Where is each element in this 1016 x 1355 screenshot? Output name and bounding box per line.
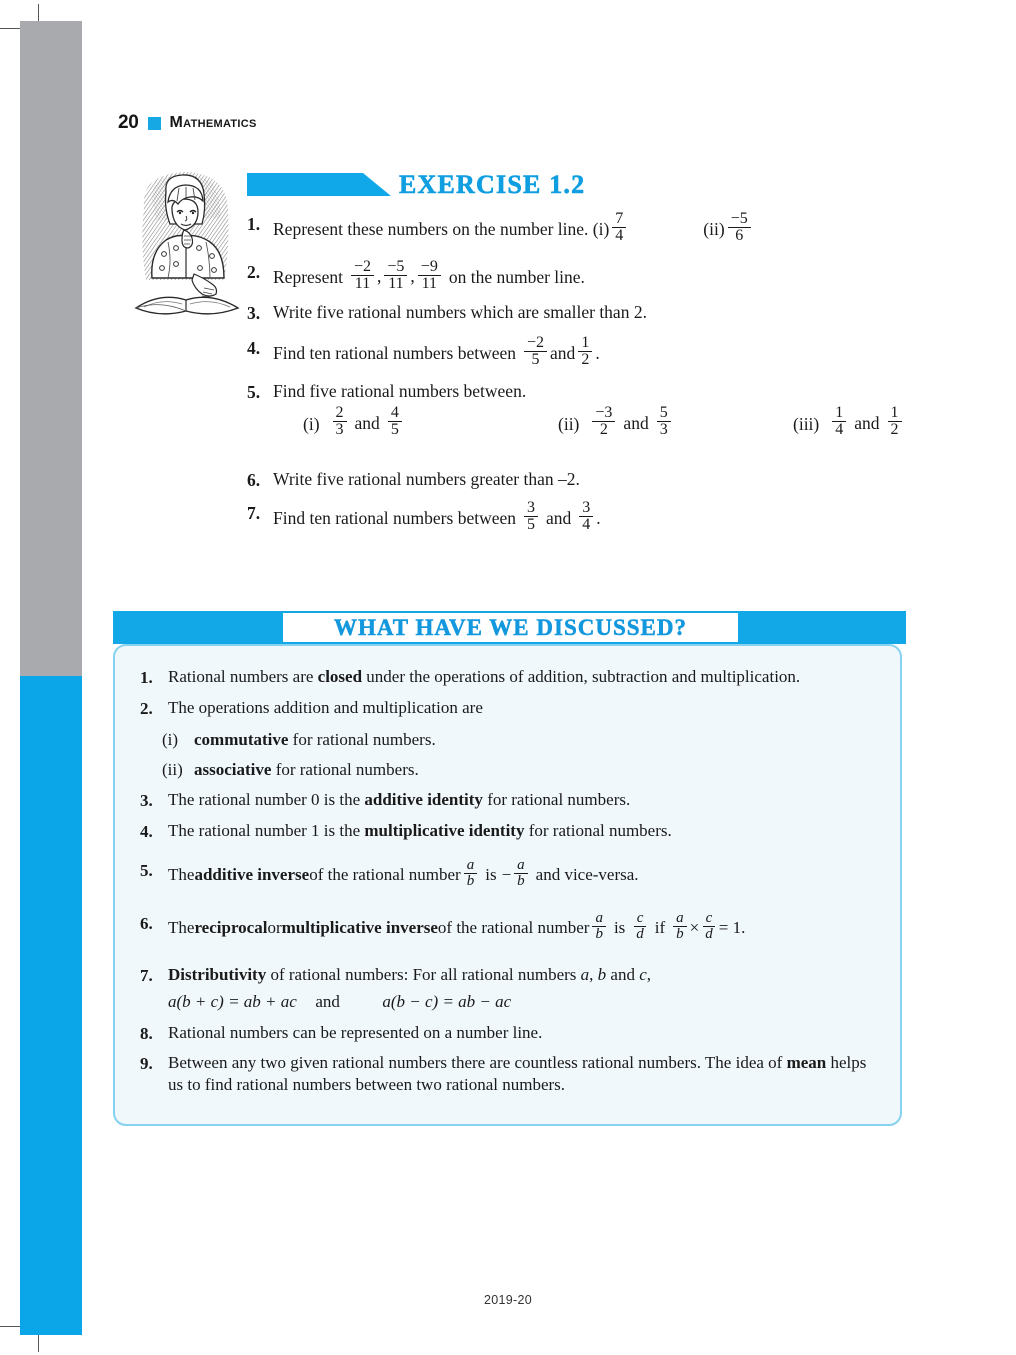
item-number: 3. xyxy=(140,791,153,810)
fraction-neg-a-b xyxy=(514,858,528,890)
fraction-3-4 xyxy=(579,500,593,534)
discussed-item-2 xyxy=(140,697,885,719)
multiply-sign: × xyxy=(689,918,700,938)
fraction-numerator: a xyxy=(464,858,478,874)
fraction-minus2-11 xyxy=(351,259,374,293)
fraction-minus9-11 xyxy=(418,259,441,293)
item-text-c: and vice-versa. xyxy=(535,864,639,884)
question-5-option-ii xyxy=(558,406,674,440)
item-text-a: The xyxy=(168,864,195,884)
fraction-minus2-5 xyxy=(524,335,547,369)
item-text-b: under the operations of addition, subtraction and multiplication. xyxy=(362,667,801,686)
option-ii-label: (ii) xyxy=(703,218,725,239)
fraction-numerator: 7 xyxy=(612,211,626,228)
fraction-denominator: 5 xyxy=(531,351,540,369)
keyword-additive-inverse: additive inverse xyxy=(194,864,310,884)
question-number: 5. xyxy=(247,381,261,402)
exercise-question-7 xyxy=(247,498,947,535)
fraction-denominator: 2 xyxy=(599,421,608,439)
fraction-numerator: −2 xyxy=(351,259,374,276)
question-number: 7. xyxy=(247,502,261,523)
fraction-denominator: 4 xyxy=(835,421,844,439)
question-5-option-iii xyxy=(793,406,905,440)
question-number: 4. xyxy=(247,337,261,358)
question-5-option-i xyxy=(303,406,405,440)
sub-label: (ii) xyxy=(162,759,183,779)
fraction-denominator: b xyxy=(517,872,525,889)
fraction-denominator: 3 xyxy=(659,421,668,439)
item-text-a: The operations addition and multiplication are xyxy=(168,698,483,718)
exercise-question-1 xyxy=(247,212,947,246)
fraction-4-5 xyxy=(388,405,402,439)
question-number: 2. xyxy=(247,261,261,282)
item-text-b: for rational numbers. xyxy=(524,821,672,841)
fraction-numerator: 1 xyxy=(888,405,902,422)
question-number: 1. xyxy=(247,214,261,234)
fraction-minus5-6 xyxy=(728,211,751,245)
item-text-a: The xyxy=(168,918,195,938)
fraction-2-3 xyxy=(333,405,347,439)
sidebar-gray-bar xyxy=(20,21,82,676)
fraction-denominator: 5 xyxy=(527,516,535,534)
exercise-question-2 xyxy=(247,257,947,294)
girl-reading-illustration xyxy=(132,168,244,323)
verb-is: is xyxy=(485,864,497,884)
fraction-numerator: 3 xyxy=(579,500,593,517)
fraction-denominator: 6 xyxy=(735,227,744,245)
header-square-icon xyxy=(148,117,161,130)
question-text-after: . xyxy=(595,342,600,363)
sub-text: for rational numbers. xyxy=(288,729,436,749)
conjunction-and: and xyxy=(354,412,380,433)
fraction-a-b-2 xyxy=(592,911,606,943)
equation-left: a(b + c) = ab + ac xyxy=(168,991,297,1011)
fraction-denominator: d xyxy=(636,926,644,943)
sub-text: for rational numbers. xyxy=(271,759,419,779)
option-label: (i) xyxy=(303,413,320,434)
question-text-before: Represent xyxy=(273,266,343,287)
sub-label: (i) xyxy=(162,729,179,749)
question-text-after: on the number line. xyxy=(448,266,585,287)
discussed-item-5 xyxy=(140,856,885,891)
equation-conjunction: and xyxy=(315,991,340,1011)
fraction-denominator: d xyxy=(705,926,713,943)
question-5-options xyxy=(273,406,947,458)
exercise-banner xyxy=(247,170,597,202)
fraction-denominator: b xyxy=(595,926,603,943)
fraction-5-3 xyxy=(657,405,671,439)
fraction-denominator: 3 xyxy=(335,421,344,439)
fraction-numerator: 5 xyxy=(657,405,671,422)
exercise-banner-shape-tail xyxy=(363,173,391,196)
item-number: 8. xyxy=(140,1024,153,1044)
crop-mark-bottom-horizontal xyxy=(0,1326,22,1327)
item-text-a: The rational number 0 is the xyxy=(168,790,365,809)
fraction-a-b xyxy=(464,858,478,890)
fraction-numerator: 1 xyxy=(832,405,846,422)
fraction-denominator: 11 xyxy=(421,274,438,292)
item-number: 9. xyxy=(140,1054,153,1074)
keyword-additive-identity: additive identity xyxy=(364,790,483,809)
exercise-title: EXERCISE 1.2 xyxy=(399,170,586,199)
fraction-denominator: b xyxy=(466,872,475,889)
exercise-question-4 xyxy=(247,333,947,370)
discussed-item-6 xyxy=(140,912,885,944)
page-number: 20 xyxy=(118,112,139,133)
fraction-numerator: −3 xyxy=(592,405,615,422)
fraction-minus5-11 xyxy=(384,259,407,293)
minus-sign: − xyxy=(501,864,512,884)
fraction-numerator: c xyxy=(703,911,716,927)
subject-title: Mathematics xyxy=(169,114,257,131)
fraction-denominator: 5 xyxy=(390,421,399,439)
item-text-c: of the rational number xyxy=(437,918,590,938)
question-text: Write five rational numbers which are smaller than 2. xyxy=(273,302,647,323)
discussed-item-9 xyxy=(140,1052,885,1095)
item-text-a: Rational numbers are xyxy=(168,667,318,686)
item-text-b: or xyxy=(267,918,282,938)
page-footer: 2019-20 xyxy=(484,1293,532,1307)
keyword-distributivity: Distributivity xyxy=(168,964,267,984)
equals-one: = 1. xyxy=(718,918,746,938)
crop-mark-top-horizontal xyxy=(0,28,22,29)
item-text-a: of rational numbers: For all rational numbers xyxy=(266,964,581,984)
conjunction-and: and xyxy=(550,342,576,363)
variable-b: b xyxy=(597,964,607,984)
question-text-before: Find ten rational numbers between xyxy=(273,342,516,363)
option-label: (ii) xyxy=(558,413,580,434)
comma-2: , xyxy=(410,266,415,287)
fraction-1-2 xyxy=(578,335,592,369)
exercise-question-5 xyxy=(247,380,947,403)
item-text-c: and xyxy=(606,964,640,984)
item-number: 2. xyxy=(140,699,153,719)
keyword-multiplicative-inverse: multiplicative inverse xyxy=(281,918,438,938)
discussed-title: WHAT HAVE WE DISCUSSED? xyxy=(334,614,687,640)
fraction-denominator: b xyxy=(676,926,684,943)
question-number: 3. xyxy=(247,303,261,324)
item-number: 1. xyxy=(140,668,153,687)
fraction-numerator: −2 xyxy=(524,335,547,352)
fraction-3-5 xyxy=(524,500,538,534)
variable-c: c xyxy=(639,964,647,984)
discussed-item-4 xyxy=(140,820,885,842)
fraction-a-b-3 xyxy=(673,911,687,943)
verb-is: is xyxy=(613,918,626,938)
option-label: (iii) xyxy=(793,413,820,434)
discussed-list xyxy=(140,666,885,1104)
item-number: 6. xyxy=(140,914,153,934)
conjunction-and: and xyxy=(546,507,572,528)
conditional-if: if xyxy=(654,918,666,938)
discussed-box xyxy=(113,644,902,1126)
item-text-b: of the rational number xyxy=(309,864,461,884)
fraction-c-d xyxy=(633,911,647,943)
fraction-numerator: 4 xyxy=(388,405,402,422)
conjunction-and: and xyxy=(854,412,880,433)
exercise-question-3 xyxy=(247,301,947,324)
conjunction-and: and xyxy=(623,412,649,433)
keyword-commutative: commutative xyxy=(194,729,289,749)
discussed-banner-inner xyxy=(283,613,738,642)
keyword-multiplicative-identity: multiplicative identity xyxy=(364,821,525,841)
fraction-numerator: −9 xyxy=(418,259,441,276)
discussed-item-2-sub-i xyxy=(162,729,885,750)
fraction-numerator: a xyxy=(514,858,528,874)
fraction-1-2b xyxy=(888,405,902,439)
fraction-denominator: 2 xyxy=(581,351,590,369)
fraction-7-4 xyxy=(612,211,626,245)
item-text-b: helps us to find rational numbers between two rational numbers. xyxy=(168,1053,867,1094)
item-text-b: for rational numbers. xyxy=(482,790,631,809)
comma-1: , xyxy=(377,266,382,287)
fraction-denominator: 4 xyxy=(615,227,624,245)
discussed-item-1 xyxy=(140,666,885,688)
fraction-minus3-2 xyxy=(592,405,615,439)
equation-right: a(b − c) = ab − ac xyxy=(382,991,512,1011)
question-text-after: . xyxy=(596,507,601,528)
discussed-banner xyxy=(113,611,906,644)
exercise-question-list xyxy=(247,212,947,544)
item-text-a: Rational numbers can be represented on a number line. xyxy=(168,1023,543,1043)
fraction-numerator: a xyxy=(592,911,606,927)
question-text: Represent these numbers on the number line. (i) xyxy=(273,218,610,239)
item-number: 7. xyxy=(140,965,153,985)
fraction-numerator: −5 xyxy=(728,211,751,228)
fraction-denominator: 2 xyxy=(890,421,899,439)
item-text-a: Between any two given rational numbers there are countless rational numbers. The idea of xyxy=(168,1053,787,1073)
fraction-1-4 xyxy=(832,405,846,439)
fraction-numerator: 3 xyxy=(524,500,538,517)
fraction-numerator: a xyxy=(673,911,687,927)
exercise-question-6 xyxy=(247,468,947,491)
question-text: Find five rational numbers between. xyxy=(273,380,527,401)
item-number: 5. xyxy=(140,860,153,880)
discussed-item-7 xyxy=(140,964,885,986)
exercise-banner-shape xyxy=(247,173,363,196)
fraction-denominator: 4 xyxy=(582,516,591,534)
fraction-numerator: c xyxy=(634,911,647,927)
item-number: 4. xyxy=(140,822,153,842)
discussed-item-2-sub-ii xyxy=(162,759,885,780)
variable-a: a xyxy=(580,964,590,984)
question-number: 6. xyxy=(247,470,261,491)
keyword-associative: associative xyxy=(194,759,272,779)
fraction-c-d-2 xyxy=(702,911,716,943)
question-text-before: Find ten rational numbers between xyxy=(273,507,516,528)
sidebar-blue-bar xyxy=(20,676,82,1335)
discussed-item-3 xyxy=(140,789,885,811)
item-text-b: , xyxy=(589,964,598,984)
item-keyword-closed: closed xyxy=(317,667,363,686)
question-text: Write five rational numbers greater than –2. xyxy=(273,469,580,490)
fraction-numerator: −5 xyxy=(384,259,407,276)
discussed-item-8 xyxy=(140,1022,885,1044)
fraction-numerator: 2 xyxy=(333,405,347,422)
fraction-denominator: 11 xyxy=(388,274,404,292)
distributivity-equations xyxy=(168,991,885,1012)
page-header xyxy=(118,112,257,134)
item-text-d: , xyxy=(646,964,652,984)
fraction-numerator: 1 xyxy=(578,335,592,352)
item-text-a: The rational number 1 is the xyxy=(168,821,365,841)
fraction-denominator: 11 xyxy=(354,274,371,292)
keyword-reciprocal: reciprocal xyxy=(194,918,268,938)
keyword-mean: mean xyxy=(786,1053,827,1073)
